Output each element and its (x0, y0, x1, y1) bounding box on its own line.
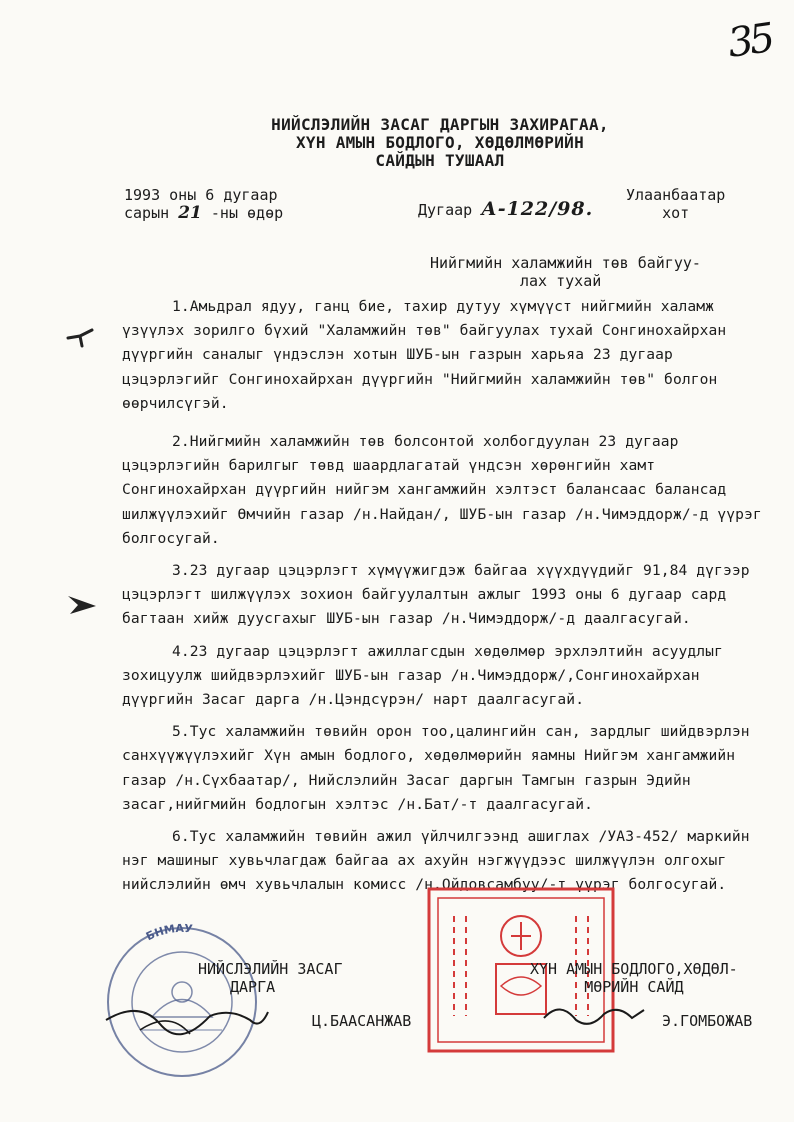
left-title-line-2: ДАРГА (230, 978, 276, 996)
paragraph-4: 4.23 дугаар цэцэрлэгт ажиллагсдын хөдөлмөр эрхлэлтийн асуудлыг зохицуулж шийдвэрлэхийг ШУБ-ын газар /н.Чимэддорж/,Сонгинохайрхан дүүргийн Засаг дарга /н.Цэндсүрэн/ нарт даалгасугай. (122, 642, 723, 709)
order-body (122, 295, 772, 906)
city-line-2: хот (662, 204, 690, 222)
left-title-line-1: НИЙСЛЭЛИЙН ЗАСАГ (198, 960, 343, 978)
paragraph-1: 1.Амьдрал ядуу, ганц бие, тахир дутуу хүмүүст нийгмийн халамж үзүүлэх зорилго бүхий "Халамжийн төв" байгуулах тухай Сонгинохайрхан дүүргийн саналыг үндэслэн хотын ШУБ-ын газрын харьяа 23 дугаар цэцэрлэгийг Сонгинохайрхан дүүргийн "Нийгмийн халамжийн төв" болгон өөрчилсүгэй. (122, 298, 727, 412)
page-number: 35 (725, 15, 774, 67)
right-signatory-title (530, 960, 738, 996)
right-title-line-1: ХҮН АМЫН БОДЛОГО,ХӨДӨЛ- (530, 960, 738, 978)
city-line-1: Улаанбаатар (626, 186, 726, 204)
paragraph-2: 2.Нийгмийн халамжийн төв болсонтой холбогдуулан 23 дугаар цэцэрлэгийн барилгыг төвд шаардлагатай үндсэн хөрөнгийн хамт Сонгинохайрхан дүүргийн нийгэм хангамжийн хэлтэст балансаас балансад шилжүүлэхийг Өмчийн газар /н.Найдан/, ШУБ-ын газар /н.Чимэддорж/-д үүрэг болгосугай. (122, 433, 762, 547)
paragraph-6: 6.Тус халамжийн төвийн ажил үйлчилгээнд ашиглах /УАЗ-452/ маркийн нэг машиныг хувьчлагдаж байгаа ах ахуйн нэгжүүдээс шилжүүлэн олгохыг нийслэлийн өмч хувьчлалын комисс /н.Ойдовсамбуу/-т үүрэг болгосугай. (122, 828, 750, 894)
order-number-label: Дугаар (418, 201, 473, 219)
paragraph-5: 5.Тус халамжийн төвийн орон тоо,цалингийн сан, зардлыг шийдвэрлэн санхүүжүүлэхийг Хүн амын бодлого, хөдөлмөрийн яамны Нийгэм хангамжийн газар /н.Сүхбаатар/, Нийслэлийн Засаг даргын Тамгын газрын Эдийн засаг,нийгмийн бодлогын хэлтэс /н.Бат/-т даалгасугай. (122, 723, 750, 813)
document-heading (270, 116, 610, 170)
heading-line-1: НИЙСЛЭЛИЙН ЗАСАГ ДАРГЫН ЗАХИРАГАА, (271, 115, 609, 134)
issue-city (626, 186, 725, 222)
order-number (418, 198, 593, 220)
heading-line-2: ХҮН АМЫН БОДЛОГО, ХӨДӨЛМӨРИЙН (295, 133, 585, 152)
handwritten-order-number: А-122/98. (481, 198, 594, 220)
right-signatory-name: Э.ГОМБОЖАВ (662, 1012, 753, 1030)
right-signature (540, 996, 650, 1036)
date-day-suffix: -ны өдөр (210, 204, 284, 222)
margin-check-mark (66, 320, 96, 350)
subject-line-1: Нийгмийн халамжийн төв байгуу- (430, 254, 701, 272)
subject-line-2: лах тухай (520, 272, 602, 290)
heading-line-3: САЙДЫН ТУШААЛ (375, 151, 505, 170)
date-month-label: сарын (124, 204, 170, 222)
order-subject (430, 254, 750, 290)
issue-date (124, 186, 283, 222)
right-title-line-2: МӨРИЙН САЙД (584, 978, 684, 996)
svg-text:БНМАУ (144, 922, 194, 943)
margin-arrow-mark (66, 592, 100, 618)
left-signature (100, 990, 280, 1050)
seal-text: БНМАУ (143, 922, 194, 944)
left-signatory-name: Ц.БААСАНЖАВ (312, 1012, 412, 1030)
date-line-1: 1993 оны 6 дугаар (124, 186, 278, 204)
date-line-2 (124, 204, 283, 222)
paragraph-3: 3.23 дугаар цэцэрлэгт хүмүүжигдэж байгаа хүүхдүүдийг 91,84 дүгээр цэцэрлэгт шилжүүлэх зохион байгуулалтын ажлыг 1993 оны 6 дугаар сард багтаан хийж дуусгахыг ШУБ-ын газар /н.Чимэддорж/-д даалгасугай. (122, 562, 750, 628)
handwritten-day: 21 (178, 203, 202, 223)
